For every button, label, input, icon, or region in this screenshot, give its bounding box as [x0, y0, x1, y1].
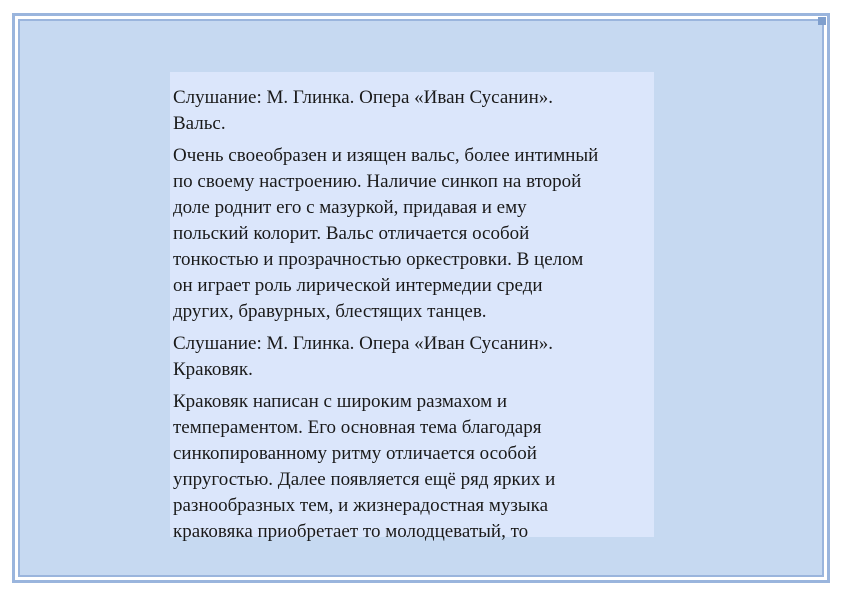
- text-line: Краковяк.: [173, 359, 253, 380]
- text-line: темпераментом. Его основная тема благодаря: [173, 417, 542, 438]
- text-line: других, бравурных, блестящих танцев.: [173, 301, 487, 322]
- text-line: он играет роль лирической интермедии среди: [173, 275, 543, 296]
- frame-corner-marker: [818, 17, 826, 25]
- paragraph-krakowiak-description: [173, 389, 663, 545]
- text-line: разнообразных тем, и жизнерадостная музыка: [173, 495, 549, 516]
- text-line: упругостью. Далее появляется ещё ряд ярких и: [173, 469, 556, 490]
- text-line: по своему настроению. Наличие синкоп на второй: [173, 171, 582, 192]
- text-line: Вальс.: [173, 113, 226, 134]
- text-line: краковяка приобретает то молодцеватый, то: [173, 521, 529, 542]
- text-line: Очень своеобразен и изящен вальс, более интимный: [173, 145, 599, 166]
- text-content: [173, 85, 663, 551]
- text-line: синкопированному ритму отличается особой: [173, 443, 537, 464]
- text-line: доле роднит его с мазуркой, придавая и ему: [173, 197, 527, 218]
- text-line: тонкостью и прозрачностью оркестровки. В целом: [173, 249, 584, 270]
- text-line: Слушание: М. Глинка. Опера «Иван Сусанин».: [173, 333, 554, 354]
- paragraph-listening-waltz-heading: [173, 85, 663, 137]
- text-line: Слушание: М. Глинка. Опера «Иван Сусанин».: [173, 87, 554, 108]
- paragraph-listening-krakowiak-heading: [173, 331, 663, 383]
- text-line: Краковяк написан с широким размахом и: [173, 391, 508, 412]
- text-line: польский колорит. Вальс отличается особой: [173, 223, 530, 244]
- paragraph-waltz-description: [173, 143, 663, 325]
